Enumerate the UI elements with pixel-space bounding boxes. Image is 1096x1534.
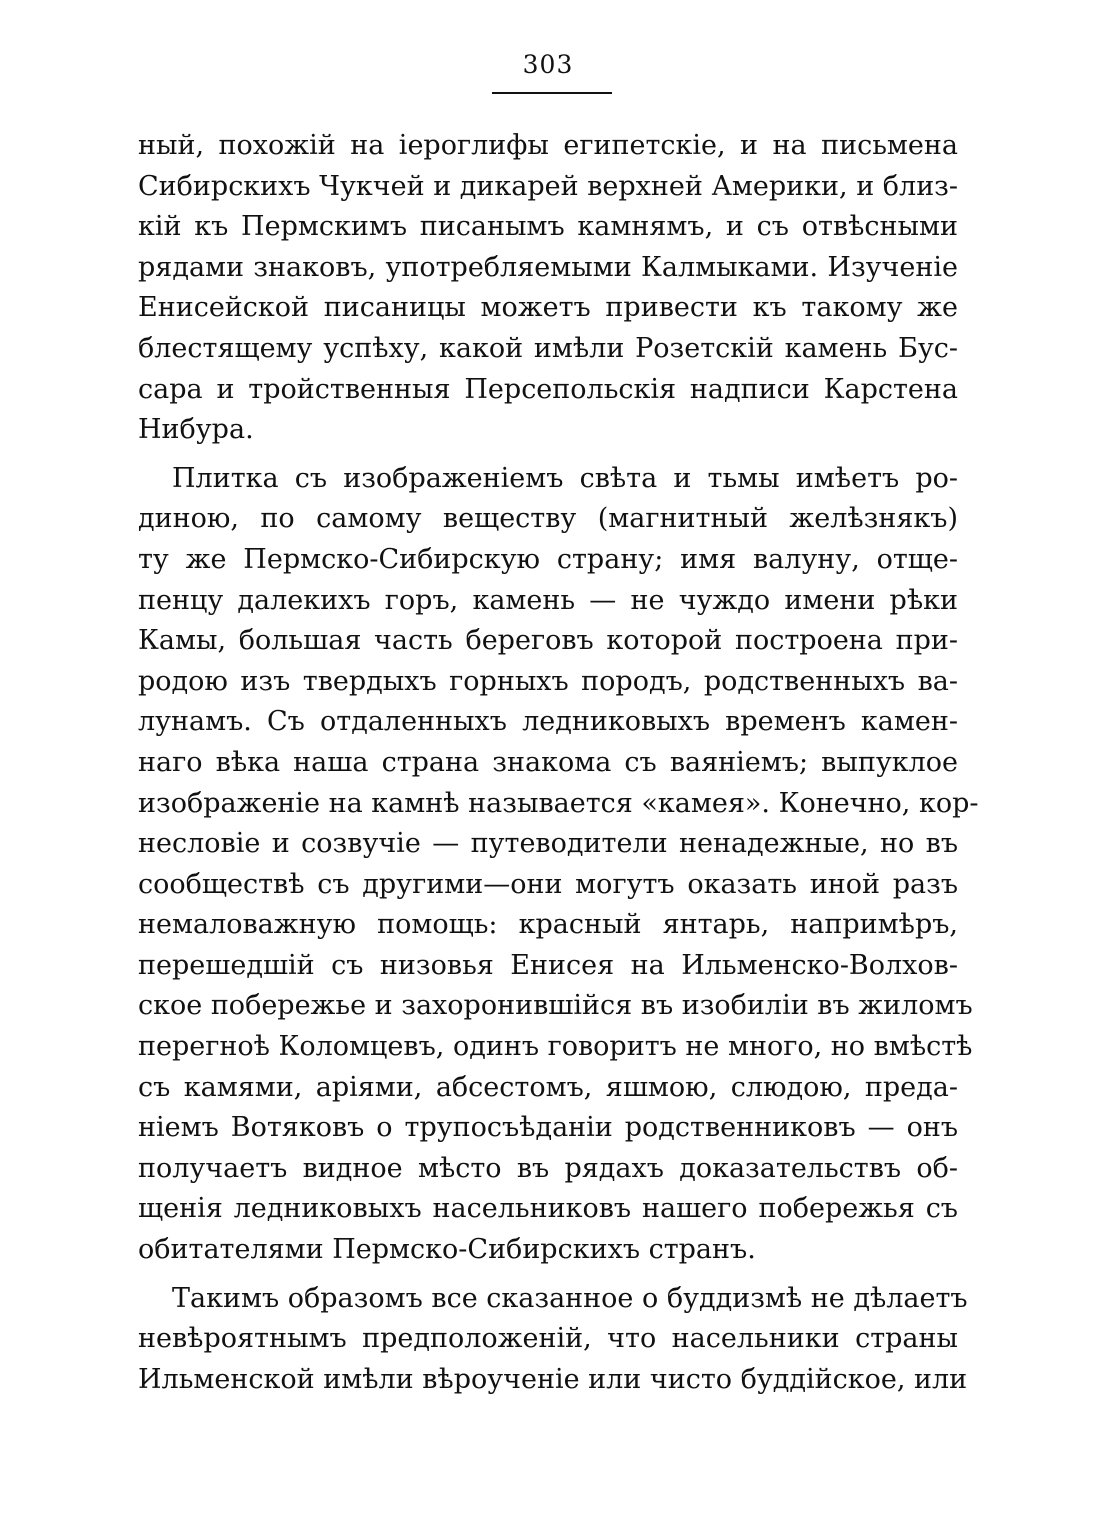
text-line: Сибирскихъ Чукчей и дикарей верхней Америки, и близ- [138,170,959,202]
text-line: Плитка съ изображеніемъ свѣта и тьмы имѣетъ ро- [172,462,958,494]
text-line: получаетъ видное мѣсто въ рядахъ доказательствъ об- [138,1152,958,1184]
text-line: лунамъ. Съ отдаленныхъ ледниковыхъ временъ камен- [138,706,958,738]
text-line: Ильменской имѣли вѣроученіе или чисто буддійское, или [138,1363,968,1395]
text-line: Такимъ образомъ все сказанное о буддизмѣ не дѣлаетъ [172,1282,968,1314]
text-line: ный, похожій на іероглифы египетскіе, и на письмена [138,130,958,161]
text-line: ніемъ Вотяковъ о трупосъѣданіи родственниковъ — онъ [138,1112,958,1144]
text-line: несловіе и созвучіе — путеводители ненадежные, но въ [138,828,958,860]
text-line: блестящему успѣху, какой имѣли Розетскій камень Бус- [138,332,958,364]
text-line: перегноѣ Коломцевъ, одинъ говоритъ не много, но вмѣстѣ [138,1031,973,1063]
text-line: Камы, большая часть береговъ которой построена при- [138,625,958,657]
text-line: съ камями, аріями, абсестомъ, яшмою, слюдою, преда- [138,1071,958,1103]
text-line: Нибура. [138,414,254,446]
page-number: 303 [522,50,574,79]
text-line: диною, по самому веществу (магнитный желѣзнякъ) [138,503,958,535]
text-line: родою изъ твердыхъ горныхъ породъ, родственныхъ ва- [138,665,958,697]
text-line: ское побережье и захоронившійся въ изобиліи въ жиломъ [138,990,973,1022]
text-line: рядами знаковъ, употребляемыми Калмыками. Изученіе [138,251,958,283]
text-line: сара и тройственныя Персепольскія надписи Карстена [138,373,958,405]
text-line: невѣроятнымъ предположеній, что насельники страны [138,1323,958,1355]
paragraph-gap [138,1271,958,1279]
text-line: изображеніе на камнѣ называется «камея». Конечно, кор- [138,787,979,819]
header-rule [492,92,612,94]
text-line: наго вѣка наша страна знакома съ ваяніемъ; выпуклое [138,746,958,778]
page-header [0,52,1096,77]
text-line: пенцу далекихъ горъ, камень — не чуждо имени рѣки [138,584,958,616]
text-line: кій къ Пермскимъ писанымъ камнямъ, и съ отвѣсными [138,211,958,243]
text-line: ту же Пермско-Сибирскую страну; имя валуну, отще- [138,543,958,575]
body-text [138,126,979,1400]
text-line: щенія ледниковыхъ насельниковъ нашего побережья съ [138,1193,958,1225]
paragraph-gap [138,451,958,459]
text-line: сообществѣ съ другими—они могутъ оказать иной разъ [138,868,958,900]
text-line: обитателями Пермско-Сибирскихъ странъ. [138,1234,756,1266]
text-line: немаловажную помощь: красный янтарь, напримѣръ, [138,909,958,941]
text-line: Енисейской писаницы можетъ привести къ такому же [138,292,958,324]
text-line: перешедшій съ низовья Енисея на Ильменско-Волхов- [138,949,958,981]
